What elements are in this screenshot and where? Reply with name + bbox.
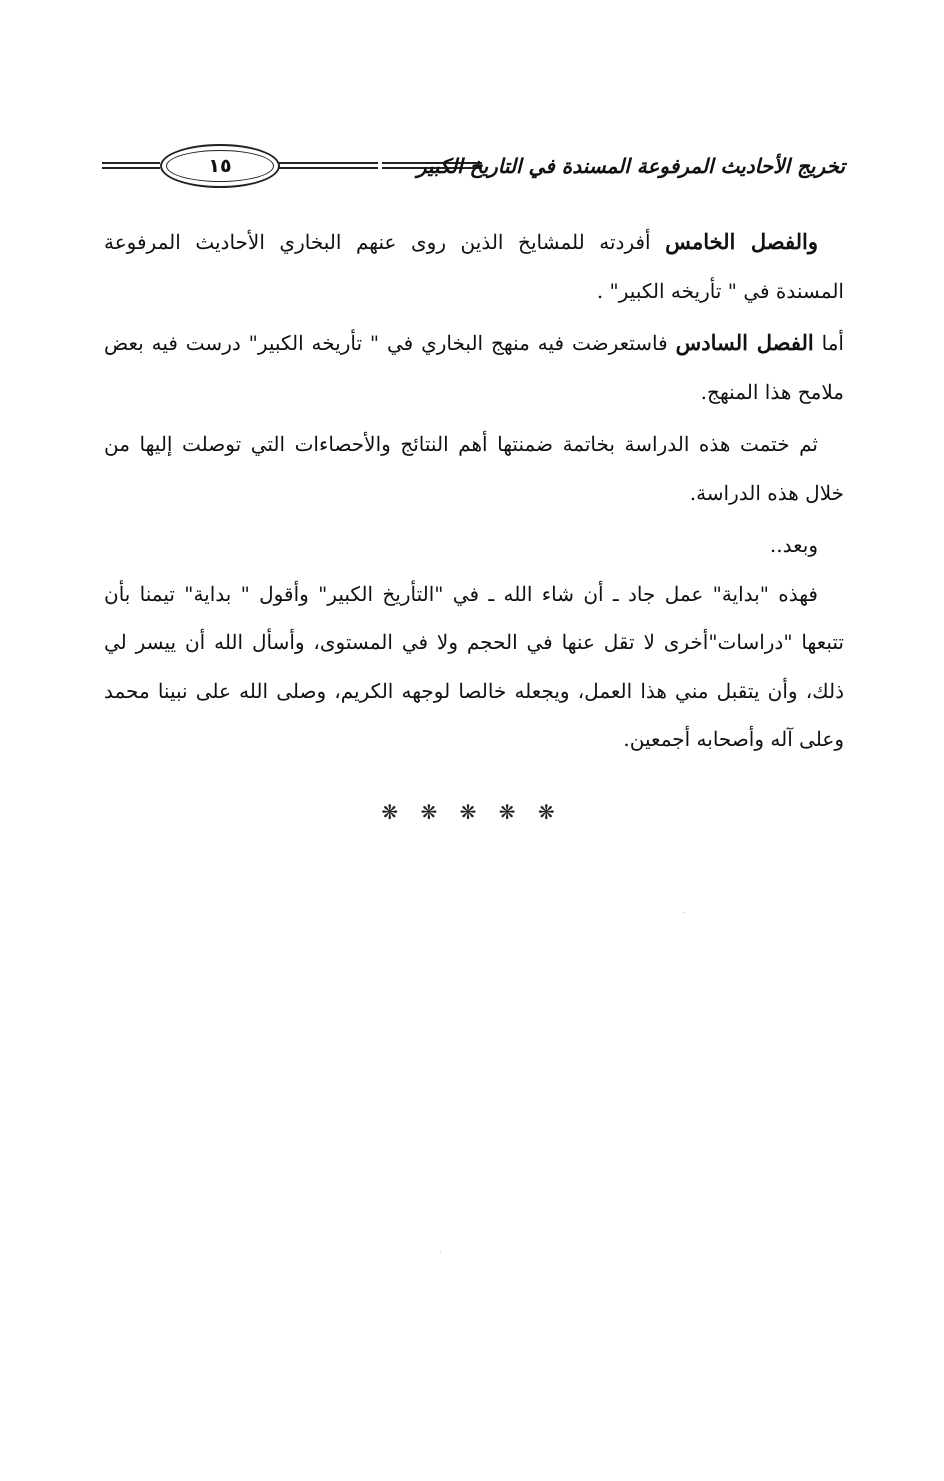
conclusion-text: ثم ختمت هذه الدراسة بخاتمة ضمنتها أهم النتائج والأحصاءات التي توصلت إليها من خلال هذه الدراسة. [104, 432, 844, 505]
transition-text: وبعد.. [769, 533, 818, 557]
paragraph-transition [104, 521, 844, 570]
page-number-oval [160, 144, 280, 188]
body-text [104, 218, 844, 764]
paragraph-chapter-six [104, 319, 844, 416]
chapter-six-prefix: أما [813, 331, 844, 355]
scan-speck [440, 1252, 441, 1253]
header-title: تخريج الأحاديث المرفوعة المسندة في التاريخ الكبير [416, 154, 845, 178]
chapter-six-heading: الفصل السادس [675, 330, 814, 355]
closing-text: فهذه "بداية" عمل جاد ـ أن شاء الله ـ في "التأريخ الكبير" وأقول " بداية" تيمنا بأن تتبعها "دراسات"أخرى لا تقل عنها في الحجم ولا في المستوى، وأسأل الله أن ييسر لي ذلك، وأن يتقبل مني هذا العمل، ويجعله خالصا لوجهه الكريم، وصلى الله على نبينا محمد وعلى آله وأصحابه أجمعين. [104, 581, 845, 751]
section-separator: ❋ ❋ ❋ ❋ ❋ [381, 800, 563, 824]
paragraph-closing [104, 570, 844, 764]
paragraph-chapter-five [104, 218, 844, 315]
chapter-five-text: أفردته للمشايخ الذين روى عنهم البخاري الأحاديث المرفوعة المسندة في " تأريخه الكبير" . [104, 230, 844, 303]
scan-speck [683, 912, 684, 913]
page-number: ١٥ [208, 154, 232, 177]
chapter-six-text: فاستعرضت فيه منهج البخاري في " تأريخه الكبير" درست فيه بعض ملامح هذا المنهج. [104, 331, 844, 404]
running-header [100, 140, 845, 192]
chapter-five-heading: والفصل الخامس [665, 229, 818, 254]
header-rule-left [102, 162, 160, 169]
paragraph-conclusion [104, 420, 844, 517]
header-rule-middle [278, 162, 378, 169]
